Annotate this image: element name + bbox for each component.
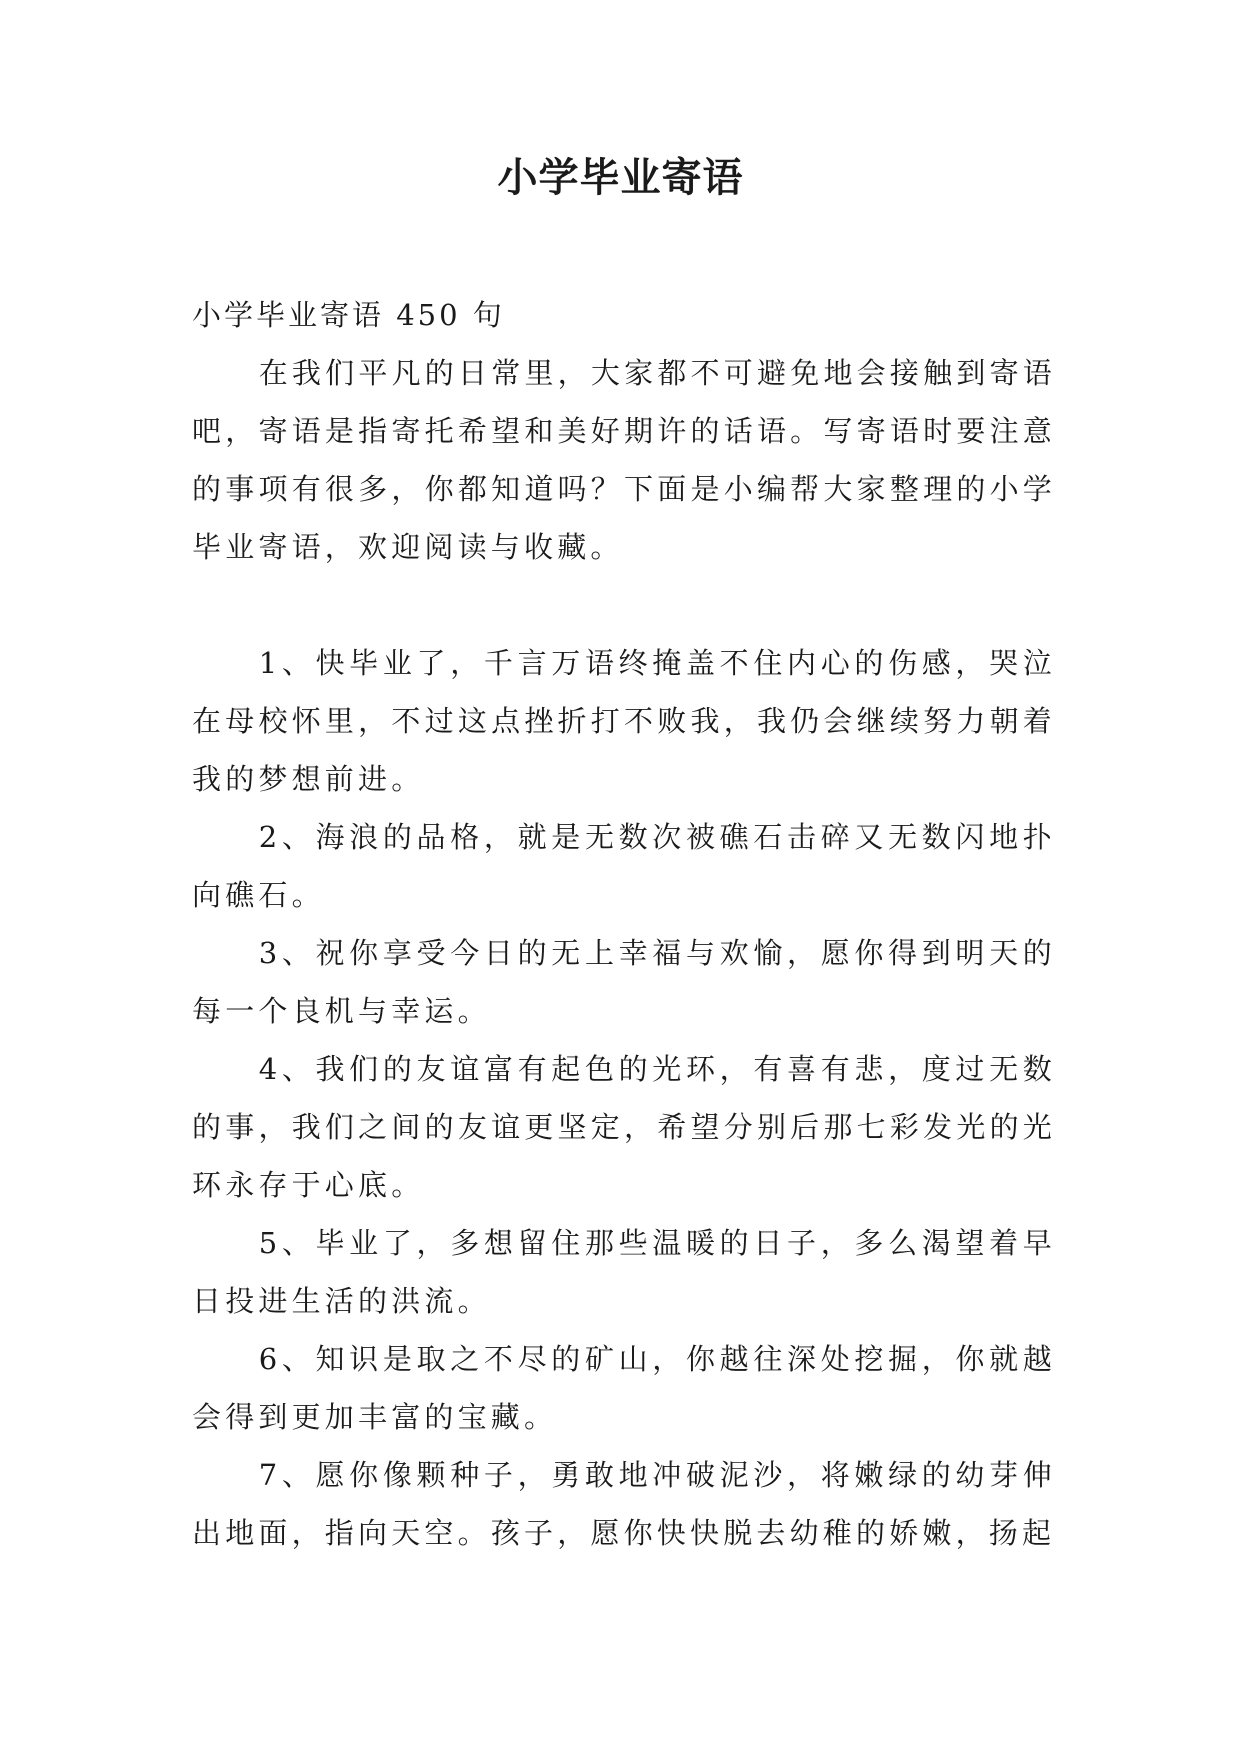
list-item: 4、我们的友谊富有起色的光环，有喜有悲，度过无数的事，我们之间的友谊更坚定，希望分别后那七彩发光的光环永存于心底。 bbox=[192, 1052, 1056, 1202]
list-item: 2、海浪的品格，就是无数次被礁石击碎又无数闪地扑向礁石。 bbox=[192, 820, 1056, 912]
document-title: 小学毕业寄语 bbox=[497, 155, 744, 201]
intro-paragraph: 在我们平凡的日常里，大家都不可避免地会接触到寄语吧，寄语是指寄托希望和美好期许的话语。写寄语时要注意的事项有很多，你都知道吗？下面是小编帮大家整理的小学毕业寄语，欢迎阅读与收藏。 bbox=[192, 356, 1056, 564]
list-item: 7、愿你像颗种子，勇敢地冲破泥沙，将嫩绿的幼芽伸出地面，指向天空。孩子，愿你快快脱去幼稚的娇嫩，扬起 bbox=[192, 1458, 1056, 1550]
list-item: 1、快毕业了，千言万语终掩盖不住内心的伤感，哭泣在母校怀里，不过这点挫折打不败我，我仍会继续努力朝着我的梦想前进。 bbox=[192, 646, 1056, 796]
document-body bbox=[192, 286, 1056, 1562]
paragraph-spacer bbox=[192, 576, 1056, 634]
list-item: 3、祝你享受今日的无上幸福与欢愉，愿你得到明天的每一个良机与幸运。 bbox=[192, 936, 1056, 1028]
list-item: 5、毕业了，多想留住那些温暖的日子，多么渴望着早日投进生活的洪流。 bbox=[192, 1226, 1056, 1318]
document-subtitle: 小学毕业寄语 450 句 bbox=[192, 298, 505, 332]
list-item: 6、知识是取之不尽的矿山，你越往深处挖掘，你就越会得到更加丰富的宝藏。 bbox=[192, 1342, 1056, 1434]
